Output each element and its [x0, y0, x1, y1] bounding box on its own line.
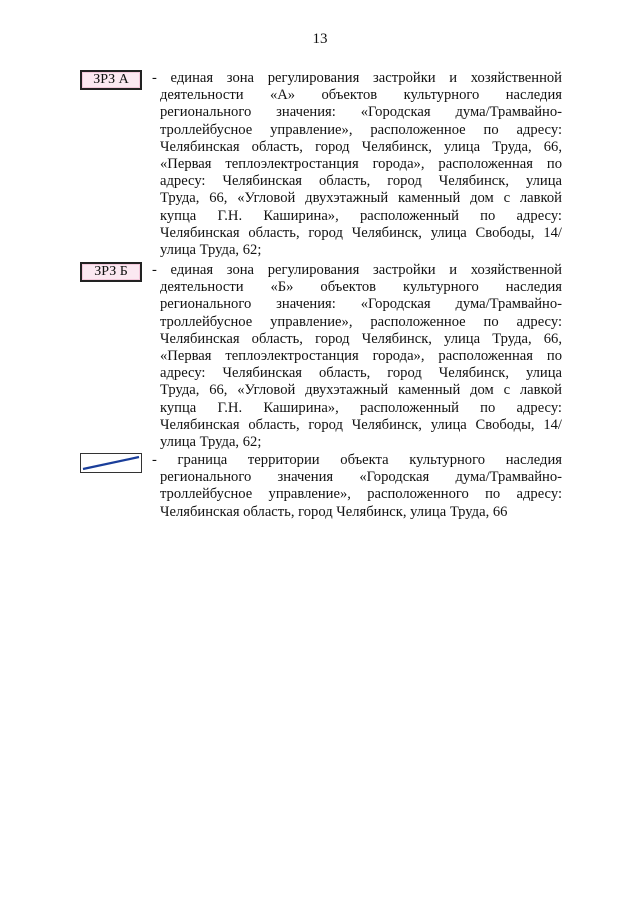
description-line: улица Труда, 62; — [160, 434, 262, 451]
boundary-description — [152, 452, 562, 521]
description-line: Челябинская область, город Челябинск, улица Труда, 66, — [160, 138, 562, 155]
description-line: - граница территории объекта культурного наследия — [152, 452, 562, 468]
description-line: улица Труда, 62; — [160, 242, 262, 259]
description-line: Челябинская область, город Челябинск, улица Труда, 66 — [160, 503, 508, 520]
description-line: деятельности «Б» объектов культурного наследия — [160, 279, 562, 296]
description-line: Челябинская область, город Челябинск, улица Свободы, 14/ — [160, 224, 562, 241]
description-line: адресу: Челябинская область, город Челябинск, улица — [160, 173, 562, 190]
zrz-a-description — [152, 70, 562, 259]
description-line: Труда, 66, «Угловой двухэтажный каменный дом с лавкой — [160, 190, 562, 207]
description-line: троллейбусное управление», расположенное по адресу: — [160, 121, 562, 138]
description-line: Челябинская область, город Челябинск, улица Труда, 66, — [160, 330, 562, 347]
description-line: адресу: Челябинская область, город Челябинск, улица — [160, 365, 562, 382]
description-line: «Первая теплоэлектростанция города», расположенная по — [160, 156, 562, 173]
description-line: - единая зона регулирования застройки и хозяйственной — [152, 70, 562, 86]
page-number: 13 — [312, 31, 328, 47]
description-line: троллейбусное управление», расположенное по адресу: — [160, 313, 562, 330]
zrz-b-description — [152, 262, 562, 451]
description-line: купца Г.Н. Каширина», расположенный по адресу: — [160, 399, 562, 416]
description-line: Челябинская область, город Челябинск, улица Свободы, 14/ — [160, 416, 562, 433]
description-line: регионального значения: «Городская дума/Трамвайно- — [160, 296, 562, 313]
description-line: купца Г.Н. Каширина», расположенный по адресу: — [160, 207, 562, 224]
zrz-a-swatch: ЗРЗ А — [80, 70, 142, 90]
description-line: Труда, 66, «Угловой двухэтажный каменный дом с лавкой — [160, 382, 562, 399]
description-line: регионального значения «Городская дума/Трамвайно- — [160, 469, 562, 486]
boundary-line-swatch — [80, 453, 142, 473]
description-line: деятельности «А» объектов культурного наследия — [160, 87, 562, 104]
description-line: троллейбусное управление», расположенного по адресу: — [160, 486, 562, 503]
zrz-b-swatch: ЗРЗ Б — [80, 262, 142, 282]
boundary-line-icon — [81, 454, 141, 472]
description-line: «Первая теплоэлектростанция города», расположенная по — [160, 348, 562, 365]
description-line: регионального значения: «Городская дума/Трамвайно- — [160, 104, 562, 121]
description-line: - единая зона регулирования застройки и хозяйственной — [152, 262, 562, 278]
